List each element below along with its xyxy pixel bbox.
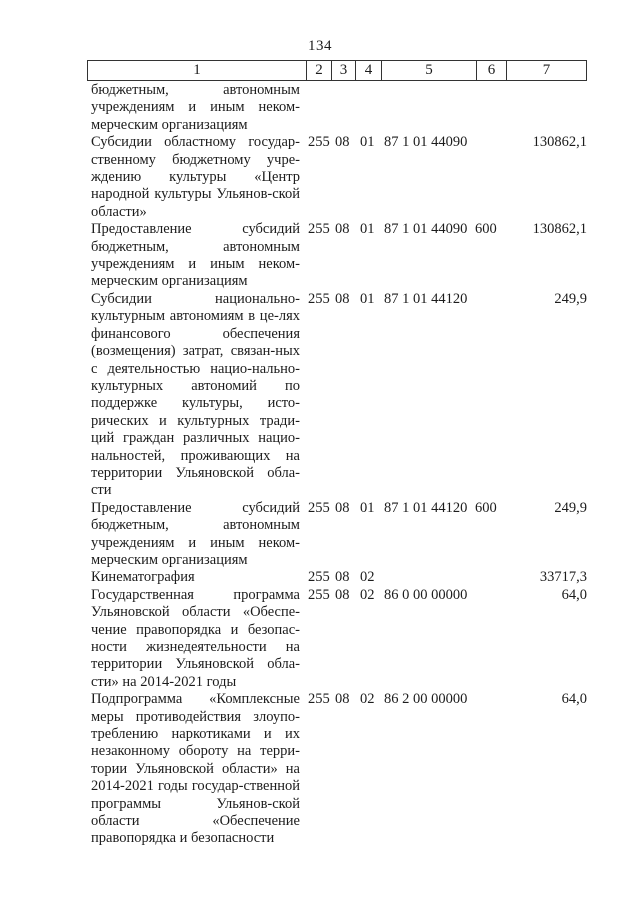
row-code-admin: 255 [308, 221, 330, 238]
row-description: Подпрограмма «Комплексные меры противодействия злоупо-треблению наркотиками и их незаконному обороту на терри-тории Ульяновской области» на 2014-2021 годы государ-ственной программы Ульянов-ской области «Обеспечение правопорядка и безопасности [91, 691, 300, 847]
header-col-6: 6 [476, 61, 506, 80]
row-code-target: 87 1 01 44090 [384, 221, 468, 238]
row-code-section: 08 [335, 221, 350, 238]
row-description: Субсидии областному государ-ственному бюджетному учре-ждению культуры «Центр народной культуры Ульянов-ской области» [91, 134, 300, 220]
table-row [0, 291, 640, 500]
header-col-5: 5 [381, 61, 476, 80]
table-row [0, 500, 640, 570]
row-code-section: 08 [335, 499, 350, 516]
row-description: Субсидии национально-культурным автономиям в це-лях финансового обеспечения (возмещения) затрат, связан-ных с деятельностью нацио-нально-культурных автономий по поддержке культуры, исто-рических и культурных тради-ций граждан различных нацио-нальностей, проживающих на территории Ульяновской обла-сти [91, 290, 300, 499]
row-amount: 130862,1 [532, 134, 587, 151]
row-code-target: 87 1 01 44120 [384, 499, 468, 516]
row-code-subsection: 01 [360, 499, 375, 516]
table-row [0, 82, 640, 134]
table-header [87, 60, 587, 81]
row-amount: 249,9 [554, 290, 587, 307]
table-row [0, 587, 640, 691]
table-row [0, 691, 640, 848]
row-description: Кинематография [91, 569, 195, 586]
row-description: бюджетным, автономным учреждениям и иным неком-мерческим организациям [91, 82, 300, 133]
row-code-target: 87 1 01 44090 [384, 134, 468, 151]
header-col-2: 2 [306, 61, 331, 80]
table-body [0, 82, 640, 848]
row-description: Государственная программа Ульяновской области «Обеспе-чение правопорядка и безопас-ности жизнедеятельности на территории Ульяновской обла-сти» на 2014-2021 годы [91, 586, 300, 690]
row-amount: 130862,1 [532, 221, 587, 238]
row-code-expense-type: 600 [475, 221, 497, 238]
row-code-target: 86 0 00 00000 [384, 586, 468, 603]
row-code-target: 87 1 01 44120 [384, 290, 468, 307]
row-code-subsection: 01 [360, 134, 375, 151]
row-amount: 64,0 [561, 586, 587, 603]
table-row [0, 221, 640, 291]
row-code-subsection: 01 [360, 290, 375, 307]
row-code-section: 08 [335, 586, 350, 603]
table-row [0, 134, 640, 221]
header-col-3: 3 [331, 61, 355, 80]
row-code-admin: 255 [308, 290, 330, 307]
row-code-section: 08 [335, 569, 350, 586]
row-amount: 64,0 [561, 691, 587, 708]
header-col-7: 7 [506, 61, 586, 80]
header-col-4: 4 [355, 61, 381, 80]
row-code-subsection: 01 [360, 221, 375, 238]
header-col-1: 1 [193, 62, 201, 78]
row-code-section: 08 [335, 134, 350, 151]
row-code-admin: 255 [308, 134, 330, 151]
row-code-target: 86 2 00 00000 [384, 691, 468, 708]
row-code-admin: 255 [308, 499, 330, 516]
row-code-subsection: 02 [360, 586, 375, 603]
row-code-admin: 255 [308, 569, 330, 586]
row-amount: 249,9 [554, 499, 587, 516]
row-code-section: 08 [335, 691, 350, 708]
row-code-subsection: 02 [360, 569, 375, 586]
row-code-admin: 255 [308, 691, 330, 708]
row-description: Предоставление субсидий бюджетным, автономным учреждениям и иным неком-мерческим организациям [91, 221, 300, 290]
table-row [0, 569, 640, 586]
row-amount: 33717,3 [539, 569, 587, 586]
row-description: Предоставление субсидий бюджетным, автономным учреждениям и иным неком-мерческим организациям [91, 499, 300, 568]
row-code-admin: 255 [308, 586, 330, 603]
row-code-expense-type: 600 [475, 499, 497, 516]
row-code-subsection: 02 [360, 691, 375, 708]
page-number: 134 [308, 38, 332, 54]
row-code-section: 08 [335, 290, 350, 307]
